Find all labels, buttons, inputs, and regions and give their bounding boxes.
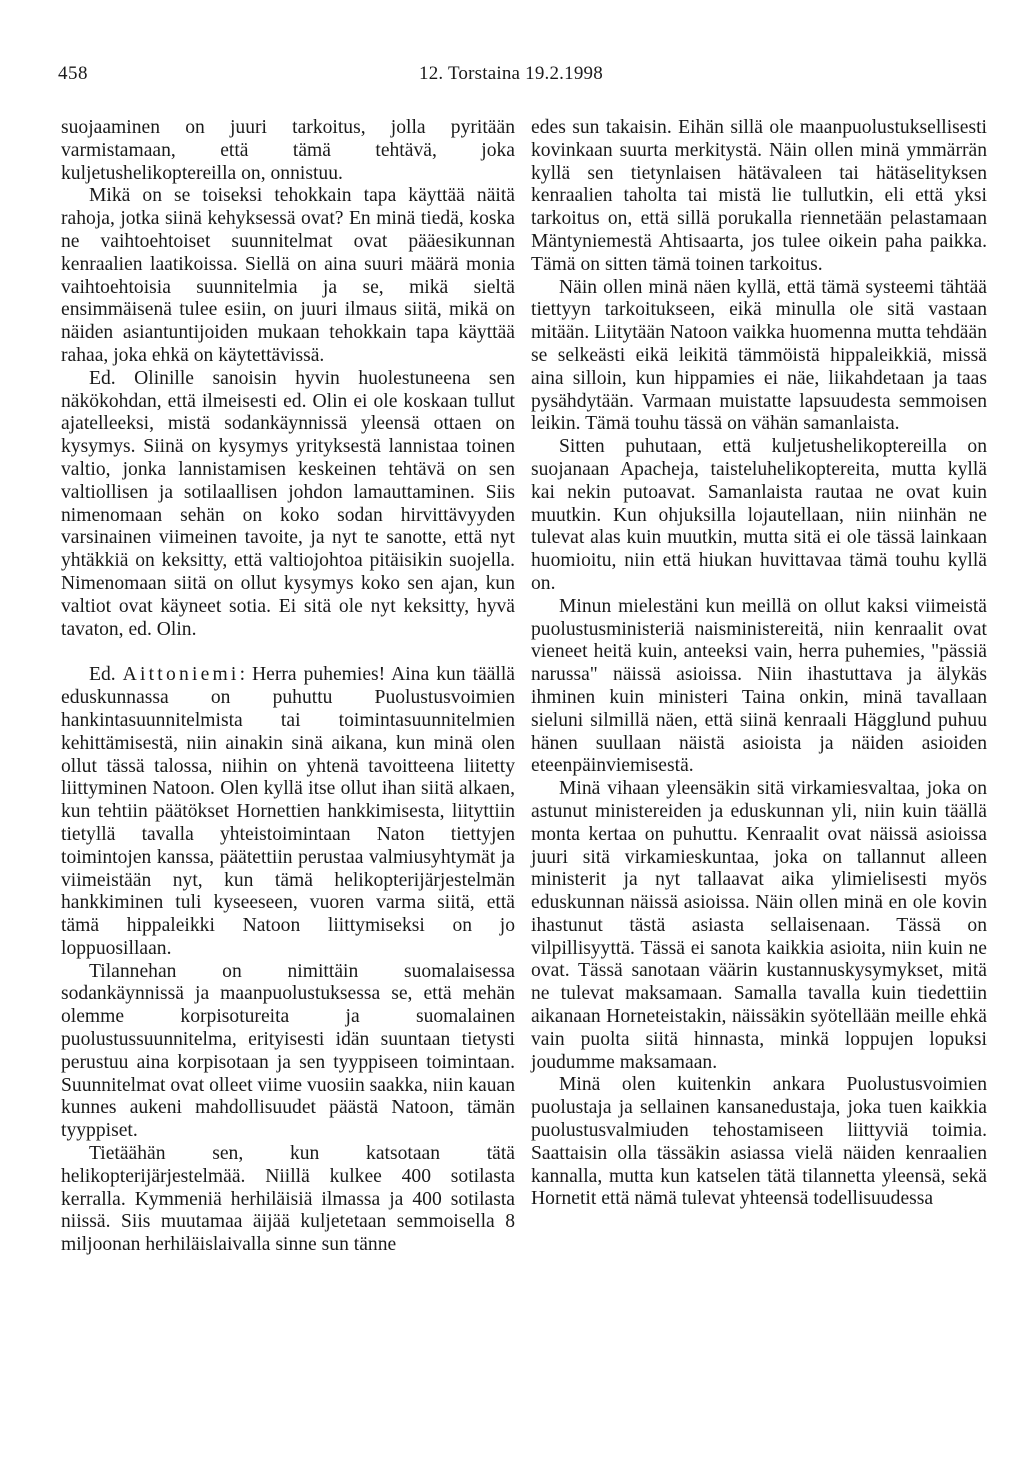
paragraph: Sitten puhutaan, että kuljetushelikoptereilla on suojanaan Apacheja, taisteluhelikoptereita, mutta kyllä kai nekin putoavat. Samanlaista rautaa ne ovat kuin muutkin. Kun ohjuksilla lojautellaan, niin niinhän ne tulevat alas kuin muutkin, mutta sitä ei ole tässä lainkaan huomioitu, niin että hiukan huvittavaa tämä touhu kyllä on.	[531, 436, 987, 594]
speaker-name: Aittoniemi	[122, 664, 240, 686]
page-number: 458	[58, 63, 88, 84]
paragraph: edes sun takaisin. Eihän sillä ole maanpuolustuksellisesti kovinkaan suurta merkitystä. Näin ollen minä ymmärrän kyllä sen tietynlaisen hätävaleen tai hätäselityksen kenraalien taholta tai mistä lie tullutkin, eli että yksi tarkoitus on, että sillä porukalla riennetään pelastamaan Mäntyniemestä Ahtisaarta, jos tulee oikein paha paikka. Tämä on sitten tämä toinen tarkoitus.	[531, 117, 987, 275]
speaker-prefix: Ed.	[89, 664, 116, 686]
paragraph: Ed. Olinille sanoisin hyvin huolestuneena sen näkökohdan, että ilmeisesti ed. Olin ei ole koskaan tullut ajatelleeksi, mistä sodankäynnissä yleensä ottaen on kysymys. Siinä on kysymys yrityksestä lannistaa toinen valtio, jonka lannistamisen keskeinen tehtävä on sen valtiollisen ja sotilaallisen johdon lamauttaminen. Siis nimenomaan sehän on koko sodan hirvittävyyden varsinainen viimeinen tavoite, ja nyt te sanotte, että nyt yhtäkkiä on keksitty, että valtiojohtoa pitäisikin suojella. Nimenomaan siitä on ollut kysymys koko sen ajan, kun valtiot ovat käyneet sotia. Ei sitä ole nyt keksitty, hyvä tavaton, ed. Olin.	[61, 367, 515, 640]
paragraph: Tilannehan on nimittäin suomalaisessa sodankäynnissä ja maanpuolustuksessa se, että mehän olemme korpisotureita ja suomalainen puolustussuunnitelma, erityisesti idän suuntaan tietysti perustuu aina korpisotaan ja sen tyyppiseen toimintaan. Suunnitelmat ovat olleet viime vuosiin saakka, niin kauan kunnes aukeni mahdollisuudet päästä Natoon, tämän tyyppiset.	[61, 960, 515, 1142]
right-column	[531, 117, 987, 1211]
running-head: 12. Torstaina 19.2.1998	[419, 63, 603, 84]
paragraph: suojaaminen on juuri tarkoitus, jolla pyritään varmistamaan, että tämä tehtävä, joka kuljetushelikoptereilla on, onnistuu.	[61, 117, 515, 184]
paragraph: Minä olen kuitenkin ankara Puolustusvoimien puolustaja ja sellainen kansanedustaja, joka tuen kaikkia puolustusvalmiuden tehostamiseen liittyviä toimia. Saattaisin olla tässäkin asiassa vielä näiden kenraalien kannalla, mutta kun katselen tätä tilannetta yleensä, sekä Hornetit että nämä tulevat yhteensä todellisuudessa	[531, 1074, 987, 1210]
speaker-paragraph	[61, 664, 515, 960]
paragraph: Tietäähän sen, kun katsotaan tätä helikopterijärjestelmää. Niillä kulkee 400 sotilasta kerralla. Kymmeniä herhiläisiä ilmassa ja 400 sotilasta niissä. Siis muutamaa äijää kuljetetaan semmoisella 8 miljoonan herhiläislaivalla sinne sun tänne	[61, 1143, 515, 1256]
speech-body: : Herra puhemies! Aina kun täällä eduskunnassa on puhuttu Puolustusvoimien hankintasuunnitelmista tai toimintasuunnitelmien kehittämisestä, niin ainakin sinä aikana, kun minä olen ollut tässä talossa, niihin on yhtenä tavoitteena liitetty liittyminen Natoon. Olen kyllä itse ollut ihan siitä alkaen, kun tehtiin päätökset Hornettien hankkimisesta, liityttiin tietyllä tavalla yhteistoimintaan Naton tiettyjen toimintojen kanssa, päätettiin perustaa valmiusyhtymät ja viimeistään nyt, kun tämä helikopterijärjestelmän hankkiminen tuli kyseeseen, vuoren varma siitä, että tämä hippaleikki Natoon liittymiseksi on jo loppuosillaan.	[61, 664, 515, 959]
paragraph: Näin ollen minä näen kyllä, että tämä systeemi tähtää tiettyyn tarkoitukseen, eikä minulla ole sitä vastaan mitään. Liitytään Natoon vaikka huomenna mutta tehdään se selkeästi eikä leikitä tämmöistä hippaleikkiä, missä aina silloin, kun hippamies ei näe, liikahdetaan ja taas pysähdytään. Varmaan muistatte lapsuudesta semmoisen leikin. Tämä touhu tässä on vähän samanlaista.	[531, 276, 987, 435]
paragraph: Mikä on se toiseksi tehokkain tapa käyttää näitä rahoja, jotka siinä kehyksessä ovat? En minä tiedä, koska ne vaihtoehtoiset suunnitelmat ovat pääesikunnan kenraalien laatikoissa. Siellä on aina suuri määrä monia vaihtoehtoisia suunnitelmia ja se, mikä sieltä ensimmäisenä tulee esiin, on juuri ilmaus siitä, mikä on näiden asiantuntijoiden mukaan tehokkain tapa käyttää rahaa, joka ehkä on käytettävissä.	[61, 185, 515, 366]
left-column	[61, 117, 515, 1257]
paragraph: Minä vihaan yleensäkin sitä virkamiesvaltaa, joka on astunut ministereiden ja eduskunnan yli, niin kuin täällä monta kertaa on puhuttu. Kenraalit ovat näissä asioissa juuri sitä virkamieskuntaa, joka on tallannut alleen ministerit ja nyt tallaavat aika ylimielisesti myös eduskunnan näissä asioissa. Näin ollen minä en ole kovin ihastunut tästä asiasta sellaisenaan. Tässä on vilpillisyyttä. Tässä ei sanota kaikkia asioita, niin kuin ne ovat. Tässä sanotaan väärin kustannuskysymykset, mitä ne tulevat maksamaan. Samalla tavalla kuin tiedettiin aikanaan Horneteistakin, näissäkin syötellään meille ehkä vain puolta siitä hinnasta, minkä loppujen lopuksi joudumme maksamaan.	[531, 778, 987, 1073]
paragraph: Minun mielestäni kun meillä on ollut kaksi viimeistä puolustusministeriä naisministereitä, niin kenraalit ovat vieneet heitä kuin, anteeksi vain, herra puhemies, "pässiä narussa" näissä asioissa. Niin ihastuttava ja älykäs ihminen kuin ministeri Taina onkin, minä tavallaan sieluni silmillä näen, että siinä kenraali Hägglund puhuu hänen suullaan näistä asioista ja näiden asioiden eteenpäinviemisestä.	[531, 595, 987, 777]
